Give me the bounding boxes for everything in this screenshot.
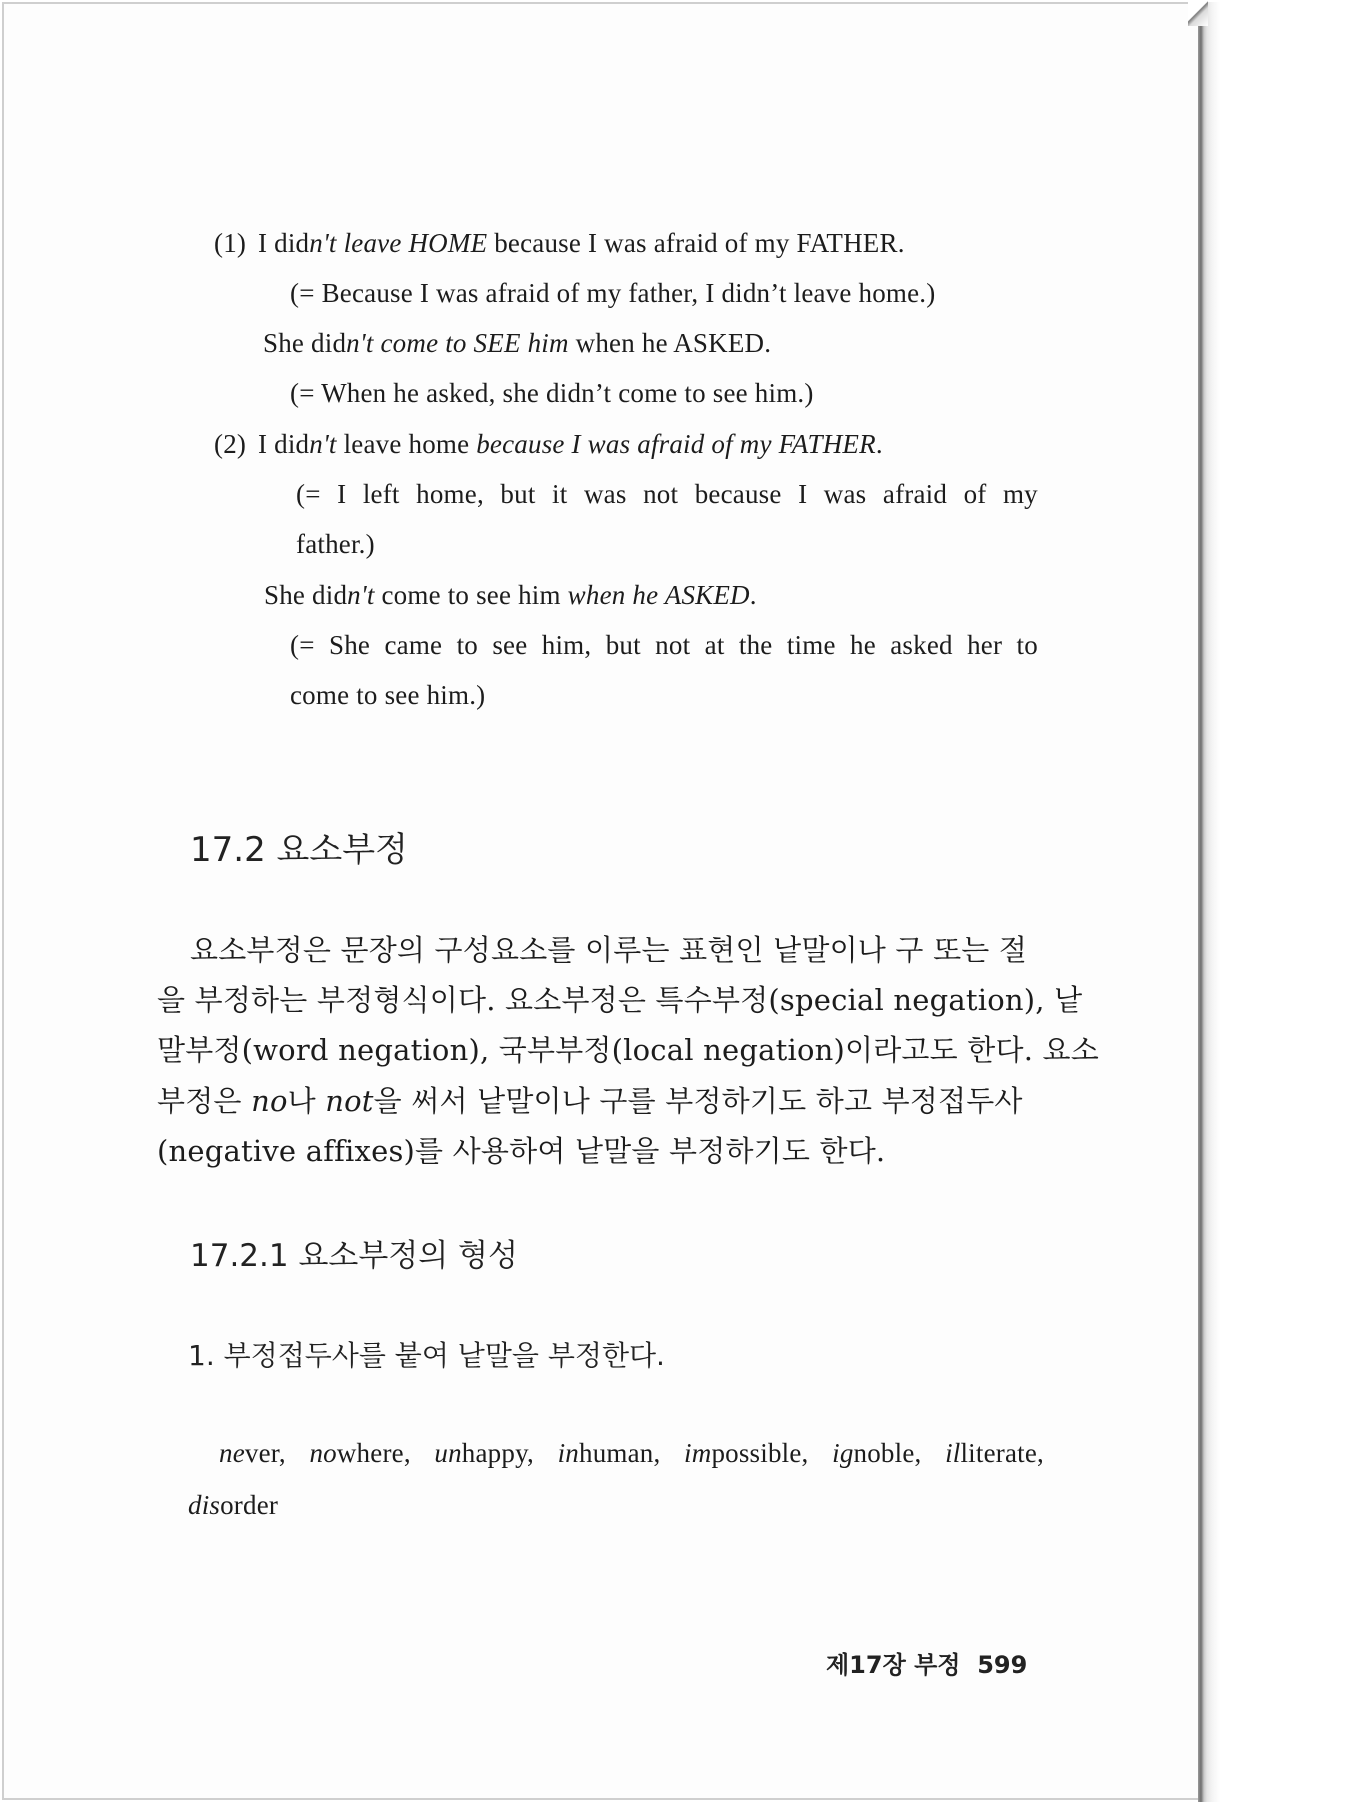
paragraph-line-2: 을 부정하는 부정형식이다. 요소부정은 특수부정(special negation), 낱 [157,983,1083,1017]
example-2-line-2 [296,477,1038,511]
word: to [1016,630,1038,660]
text: I did [258,228,310,258]
word: asked [890,630,953,660]
book-page [2,2,1200,1800]
emphasis: not [325,1084,374,1118]
stem: literate, [960,1438,1044,1468]
word: not [655,630,691,660]
stem: ver, [244,1438,286,1468]
text: leave home [336,429,477,459]
word [219,1436,286,1470]
word: but [500,479,536,509]
emphasis: n't leave HOME [309,228,488,258]
example-number: (1) [214,228,247,258]
text: 나 [287,1084,326,1118]
text: 을 써서 낱말이나 구를 부정하기도 하고 부정접두사 [373,1084,1023,1118]
word-list-line-1 [219,1436,1044,1470]
example-2-line-5 [290,628,1038,662]
word [309,1436,410,1470]
word [684,1436,808,1470]
paragraph-line-4 [157,1083,1040,1119]
text: I did [258,429,310,459]
word: (= [296,479,321,509]
word [434,1436,534,1470]
word: not [643,479,679,509]
prefix: dis [188,1490,221,1520]
text: 부정은 [157,1084,252,1118]
word: She [328,630,371,660]
subsection-heading: 17.2.1 요소부정의 형성 [190,1238,518,1274]
stem: where, [336,1438,411,1468]
word: my [1002,479,1038,509]
example-2-line-3: father.) [296,529,375,559]
emphasis: when he ASKED [567,580,750,610]
example-1-line-2: (= Because I was afraid of my father, I didn’t leave home.) [290,278,936,308]
word: him, [541,630,592,660]
word: time [786,630,836,660]
text: . [749,580,757,610]
emphasis: no [251,1084,288,1118]
prefix: im [684,1438,712,1468]
word: but [605,630,641,660]
item-heading: 1. 부정접두사를 붙여 낱말을 부정한다. [188,1339,665,1372]
page-edge-shadow [1198,2,1220,1802]
emphasis: n't [347,580,375,610]
stem: order [220,1490,279,1520]
stem: noble, [853,1438,922,1468]
emphasis: n't [309,429,337,459]
stem: happy, [461,1438,534,1468]
word [558,1436,661,1470]
word: was [583,479,627,509]
word: the [738,630,773,660]
word-list-line-2 [188,1488,278,1522]
word: left [362,479,400,509]
emphasis: because I was afraid of my FATHER [476,429,876,459]
example-1-line-3 [263,326,771,360]
text: She did [264,580,348,610]
example-1-line-1 [214,226,905,260]
text: come to see him [374,580,568,610]
word: came [384,630,443,660]
text: when he ASKED. [568,328,772,358]
word [945,1436,1044,1470]
paragraph-line-1: 요소부정은 문장의 구성요소를 이루는 표현인 낱말이나 구 또는 절 [190,933,1028,967]
example-2-line-1 [214,427,883,461]
word: (= [290,630,315,660]
running-footer [826,1645,1027,1680]
prefix: ne [219,1438,245,1468]
example-number: (2) [214,429,247,459]
example-2-line-4 [264,578,757,612]
stem: human, [579,1438,661,1468]
page-number: 599 [977,1651,1028,1679]
word: because [694,479,782,509]
word: see [492,630,528,660]
word: afraid [882,479,948,509]
section-heading: 17.2 요소부정 [190,830,408,870]
prefix: no [309,1438,337,1468]
paragraph-line-5: (negative affixes)를 사용하여 낱말을 부정하기도 한다. [157,1134,886,1168]
word: was [823,479,867,509]
word [832,1436,921,1470]
word: to [456,630,478,660]
text: She did [263,328,347,358]
word: of [963,479,987,509]
prefix: il [945,1438,961,1468]
emphasis: n't come to SEE him [346,328,569,358]
word: home, [416,479,484,509]
prefix: un [434,1438,462,1468]
word: at [704,630,725,660]
word: it [552,479,568,509]
prefix: in [557,1438,579,1468]
page-corner-fold [1188,0,1208,26]
word: her [967,630,1003,660]
text: because I was afraid of my FATHER. [487,228,905,258]
word: he [850,630,876,660]
word: I [798,479,808,509]
paragraph-line-3: 말부정(word negation), 국부부정(local negation)이라고도 한다. 요소 [157,1033,1099,1067]
prefix: ig [832,1438,854,1468]
word: I [337,479,347,509]
text: . [875,429,883,459]
chapter-label: 제17장 부정 [826,1651,961,1679]
example-1-line-4: (= When he asked, she didn’t come to see him.) [290,378,814,408]
example-2-line-6: come to see him.) [290,680,486,710]
stem: possible, [711,1438,809,1468]
